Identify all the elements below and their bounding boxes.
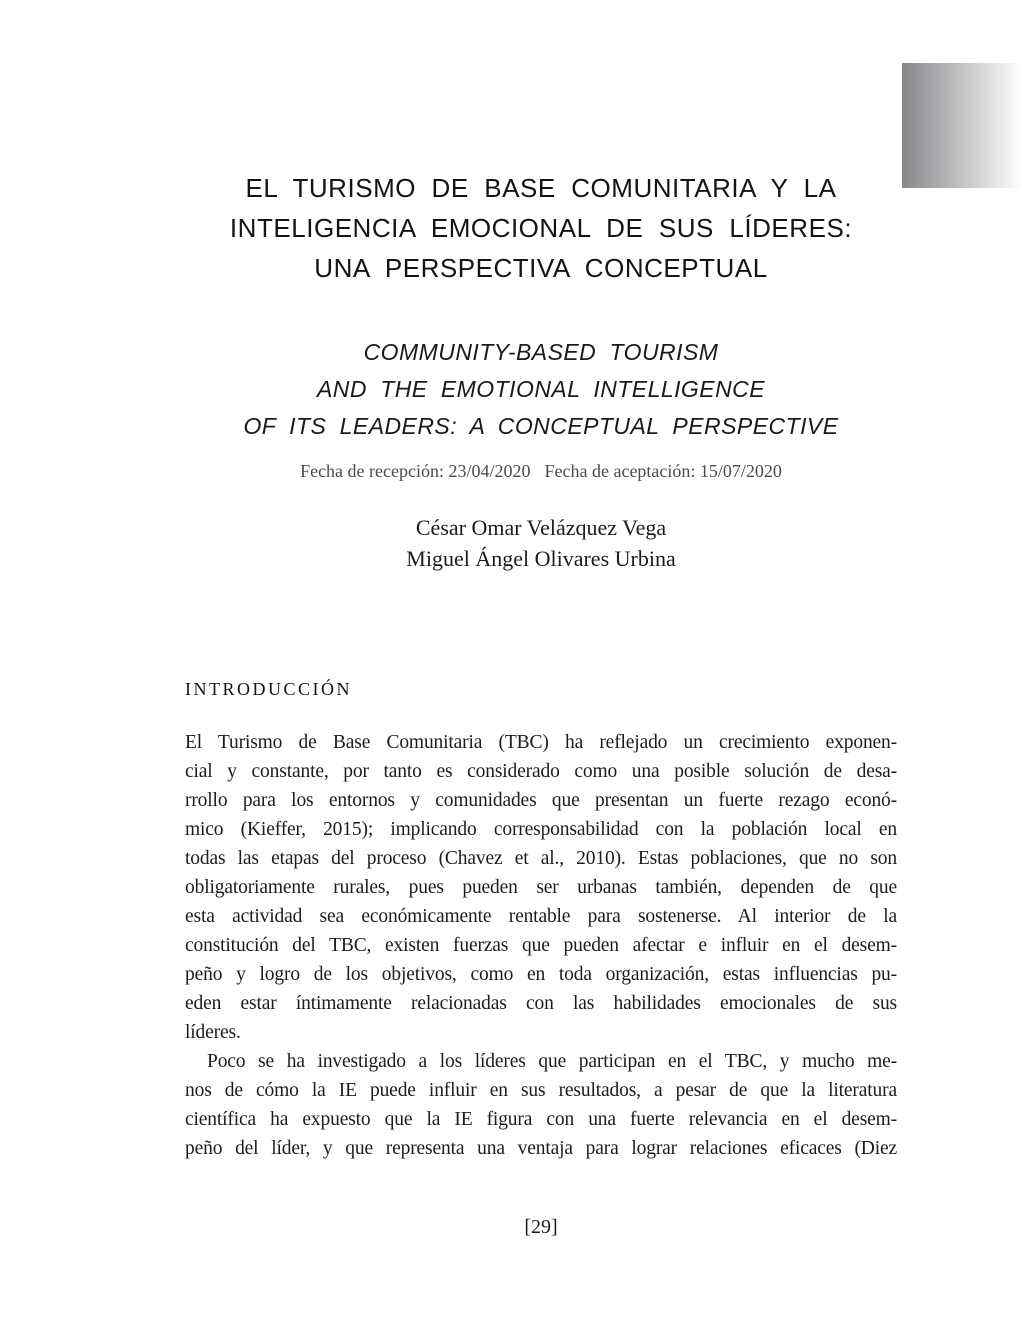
corner-gradient-decoration: [902, 63, 1022, 188]
text-line: cial y constante, por tanto es considerado como una posible solución de desa-: [185, 761, 897, 782]
text-line: peño del líder, y que representa una ventaja para lograr relaciones eficaces (Diez: [185, 1138, 897, 1159]
dates-line: [185, 461, 897, 482]
reception-date: Fecha de recepción: 23/04/2020: [300, 461, 531, 481]
text-line: El Turismo de Base Comunitaria (TBC) ha reflejado un crecimiento exponen-: [185, 732, 897, 753]
title-line: INTELIGENCIA EMOCIONAL DE SUS LÍDERES:: [229, 213, 853, 243]
acceptance-date: Fecha de aceptación: 15/07/2020: [544, 461, 782, 481]
article-title-english: [185, 334, 897, 445]
article-body: [185, 728, 897, 1163]
author-name: Miguel Ángel Olivares Urbina: [406, 546, 676, 571]
text-line: peño y logro de los objetivos, como en toda organización, estas influencias pu-: [185, 964, 897, 985]
text-line: todas las etapas del proceso (Chavez et al., 2010). Estas poblaciones, que no son: [185, 848, 897, 869]
paragraph: [185, 728, 897, 1047]
subtitle-line: AND THE EMOTIONAL INTELLIGENCE: [316, 376, 766, 402]
text-line: líderes.: [185, 1022, 241, 1043]
section-heading: INTRODUCCIÓN: [185, 679, 352, 699]
text-line: Poco se ha investigado a los líderes que participan en el TBC, y mucho me-: [207, 1051, 897, 1072]
text-line: esta actividad sea económicamente rentable para sostenerse. Al interior de la: [185, 906, 897, 927]
author-name: César Omar Velázquez Vega: [415, 515, 667, 540]
title-line: EL TURISMO DE BASE COMUNITARIA Y LA: [245, 173, 837, 203]
authors-block: [185, 512, 897, 574]
subtitle-line: COMMUNITY-BASED TOURISM: [363, 339, 719, 365]
page-number: [29]: [524, 1216, 558, 1238]
text-line: nos de cómo la IE puede influir en sus resultados, a pesar de que la literatura: [185, 1080, 897, 1101]
text-line: rrollo para los entornos y comunidades que presentan un fuerte rezago econó-: [185, 790, 897, 811]
text-line: mico (Kieffer, 2015); implicando corresponsabilidad con la población local en: [185, 819, 897, 840]
text-line: constitución del TBC, existen fuerzas que pueden afectar e influir en el desem-: [185, 935, 897, 956]
article-title-spanish: [185, 168, 897, 288]
title-line: UNA PERSPECTIVA CONCEPTUAL: [314, 253, 768, 283]
subtitle-line: OF ITS LEADERS: A CONCEPTUAL PERSPECTIVE: [243, 413, 839, 439]
text-line: eden estar íntimamente relacionadas con las habilidades emocionales de sus: [185, 993, 897, 1014]
text-line: obligatoriamente rurales, pues pueden ser urbanas también, dependen de que: [185, 877, 897, 898]
paragraph: [185, 1047, 897, 1163]
text-line: científica ha expuesto que la IE figura con una fuerte relevancia en el desem-: [185, 1109, 897, 1130]
